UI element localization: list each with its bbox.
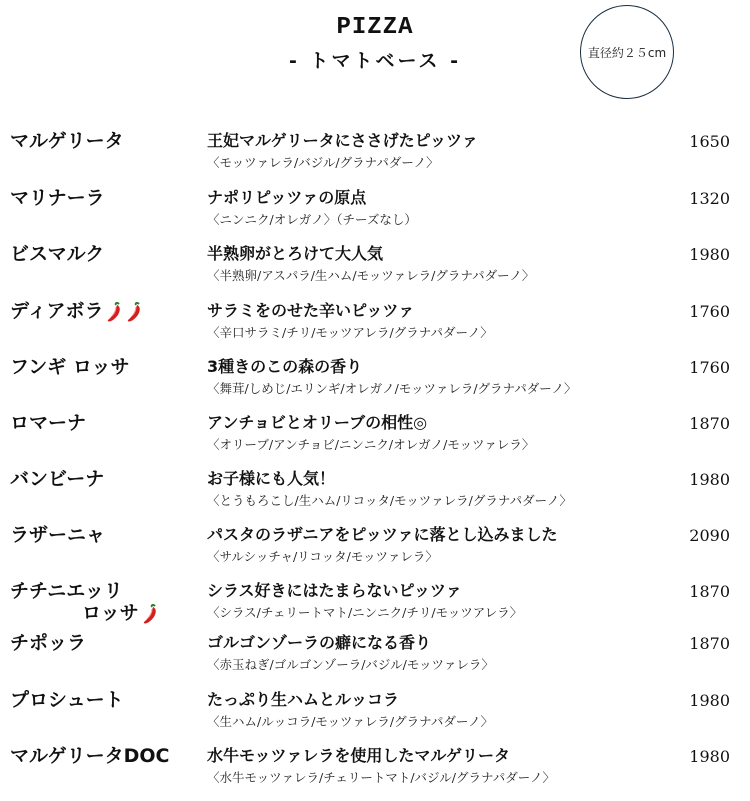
item-price: 1980 [689, 245, 730, 264]
item-name [10, 468, 104, 490]
item-ingredients: 〈辛口サラミ/チリ/モッツアレラ/グラナパダーノ〉 [207, 325, 493, 340]
page-subtitle: - トマトベース - [288, 50, 462, 72]
item-price: 1760 [689, 302, 730, 321]
item-name-text: ロマーナ [10, 412, 87, 434]
item-ingredients: 〈シラス/チェリートマト/ニンニク/チリ/モッツアレラ〉 [207, 605, 523, 620]
item-tagline: 3種きのこの森の香り [207, 357, 363, 376]
item-name-text: マリナーラ [10, 187, 105, 209]
menu-item [0, 689, 750, 745]
chili-pepper-icon [141, 603, 159, 625]
item-price: 1980 [689, 747, 730, 766]
item-name-text: ラザーニャ [10, 524, 106, 546]
item-ingredients: 〈ニンニク/オレガノ〉（チーズなし） [207, 212, 417, 227]
item-ingredients: 〈サルシッチャ/リコッタ/モッツァレラ〉 [207, 549, 438, 564]
item-name-text: マルゲリータDOC [10, 745, 170, 767]
item-name-text: マルゲリータ [10, 130, 124, 152]
item-tagline: サラミをのせた辛いピッツァ [207, 301, 415, 320]
item-name [10, 412, 86, 434]
item-ingredients: 〈赤玉ねぎ/ゴルゴンゾーラ/バジル/モッツァレラ〉 [207, 657, 494, 672]
item-tagline: たっぷり生ハムとルッコラ [207, 690, 400, 709]
item-ingredients: 〈半熟卵/アスパラ/生ハム/モッツァレラ/グラナパダーノ〉 [207, 268, 535, 283]
menu-item [0, 632, 750, 688]
item-price: 1980 [689, 470, 730, 489]
item-price: 1870 [689, 582, 730, 601]
item-price: 1650 [689, 132, 730, 151]
menu-item [0, 243, 750, 299]
item-tagline: パスタのラザニアをピッツァに落とし込みました [207, 525, 558, 544]
item-name [10, 580, 123, 602]
item-tagline: 水牛モッツァレラを使用したマルゲリータ [207, 746, 511, 765]
chili-pepper-icon [125, 301, 143, 323]
item-price: 2090 [689, 526, 730, 545]
menu-item [0, 468, 750, 524]
item-name-text: バンビーナ [10, 468, 105, 490]
item-name [10, 745, 170, 767]
menu-item [0, 130, 750, 186]
item-name-text: チチニエッリ [10, 580, 123, 602]
item-tagline: アンチョビとオリーブの相性◎ [207, 413, 428, 432]
item-tagline: シラス好きにはたまらないピッツァ [207, 581, 462, 600]
page-title: PIZZA [336, 14, 414, 41]
item-name-text: フンギ ロッサ [10, 356, 130, 378]
item-price: 1870 [689, 634, 730, 653]
item-ingredients: 〈モッツァレラ/バジル/グラナパダーノ〉 [207, 155, 439, 170]
item-name [10, 130, 124, 152]
item-name [10, 356, 129, 378]
item-tagline: ナポリピッツァの原点 [207, 188, 367, 207]
menu-item [0, 580, 750, 636]
item-ingredients: 〈水牛モッツァレラ/チェリートマト/バジル/グラナパダーノ〉 [207, 770, 555, 785]
item-name-text: ビスマルク [10, 243, 105, 265]
item-ingredients: 〈舞茸/しめじ/エリンギ/オレガノ/モッツァレラ/グラナパダーノ〉 [207, 381, 577, 396]
item-tagline: ゴルゴンゾーラの癖になる香り [207, 633, 432, 652]
item-price: 1980 [689, 691, 730, 710]
item-price: 1760 [689, 358, 730, 377]
item-name-text: チポッラ [10, 632, 87, 654]
size-note: 直径約２５cm [587, 45, 667, 60]
item-name [10, 300, 143, 323]
item-name [10, 632, 86, 654]
chili-pepper-icon [105, 301, 123, 323]
item-ingredients: 〈生ハム/ルッコラ/モッツァレラ/グラナパダーノ〉 [207, 714, 494, 729]
item-ingredients: 〈オリーブ/アンチョビ/ニンニク/オレガノ/モッツァレラ〉 [207, 437, 535, 452]
item-name-text: プロシュート [10, 689, 124, 711]
menu-item [0, 524, 750, 580]
item-name-line2: ロッサ [82, 602, 159, 625]
item-name [10, 524, 105, 546]
item-name [10, 187, 105, 209]
item-ingredients: 〈とうもろこし/生ハム/リコッタ/モッツァレラ/グラナパダーノ〉 [207, 493, 572, 508]
item-tagline: 王妃マルゲリータにささげたピッツァ [207, 131, 478, 150]
item-price: 1320 [689, 189, 730, 208]
item-name-text: ディアボラ [10, 300, 104, 322]
menu-item [0, 300, 750, 356]
menu-item [0, 412, 750, 468]
size-badge [580, 5, 674, 99]
item-name [10, 689, 124, 711]
menu-item [0, 187, 750, 243]
menu-item [0, 356, 750, 412]
item-name [10, 243, 104, 265]
item-price: 1870 [689, 414, 730, 433]
item-tagline: お子様にも人気！ [207, 469, 336, 488]
menu-item [0, 745, 750, 801]
item-tagline: 半熟卵がとろけて大人気 [207, 244, 384, 263]
